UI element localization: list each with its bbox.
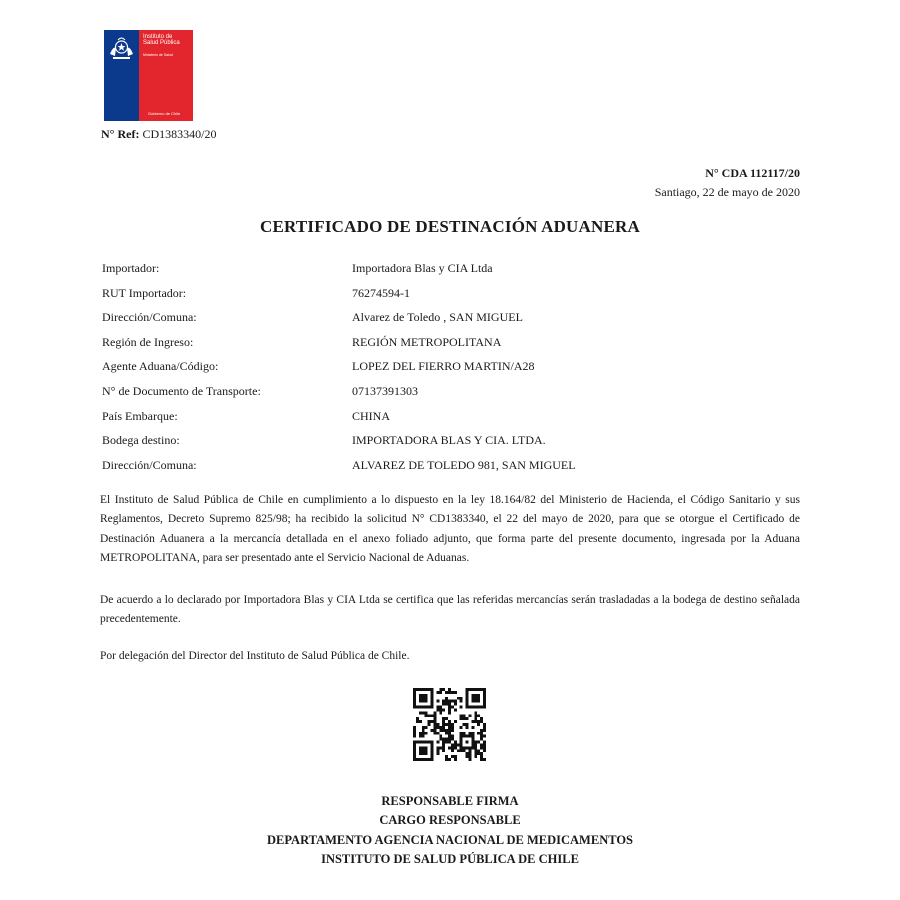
logo-line-2: Salud Pública bbox=[143, 40, 180, 47]
field-value: Importadora Blas y CIA Ltda bbox=[352, 261, 493, 275]
field-label: RUT Importador: bbox=[102, 285, 187, 300]
chile-coat-of-arms-icon bbox=[107, 34, 136, 62]
declaration-paragraph: De acuerdo a lo declarado por Importadora Blas y CIA Ltda se certifica que las referidas mercancías serán trasladadas a la bodega de destino señalada precedentemente. bbox=[100, 594, 800, 626]
field-label: Importador: bbox=[102, 261, 160, 275]
field-label: Región de Ingreso: bbox=[102, 334, 194, 349]
ref-value: CD1383340/20 bbox=[142, 127, 217, 141]
logo-line-1: Instituto de bbox=[143, 34, 173, 40]
reference-number bbox=[101, 127, 216, 142]
field-label: Agente Aduana/Código: bbox=[102, 359, 219, 374]
logo-text bbox=[143, 34, 180, 47]
ref-label: N° Ref: bbox=[101, 127, 140, 141]
field-label: País Embarque: bbox=[102, 408, 178, 423]
delegation-paragraph: Por delegación del Director del Instituto de Salud Pública de Chile. bbox=[100, 650, 410, 662]
field-value: 07137391303 bbox=[352, 383, 418, 398]
field-label: N° de Documento de Transporte: bbox=[102, 383, 261, 398]
date-line: Santiago, 22 de mayo de 2020 bbox=[654, 185, 800, 199]
signature-block bbox=[0, 792, 900, 869]
logo-line-3: Ministerio de Salud bbox=[143, 53, 173, 57]
cda-number: N° CDA 112117/20 bbox=[705, 166, 800, 180]
signature-department: DEPARTAMENTO AGENCIA NACIONAL DE MEDICAMENTOS bbox=[266, 832, 634, 847]
field-value: LOPEZ DEL FIERRO MARTIN/A28 bbox=[352, 359, 535, 374]
field-value: 76274594-1 bbox=[352, 285, 410, 300]
isp-chile-logo-icon bbox=[104, 30, 193, 121]
logo-footer: Gobierno de Chile bbox=[148, 111, 181, 116]
document-title: CERTIFICADO DE DESTINACIÓN ADUANERA bbox=[260, 217, 640, 236]
signature-position: CARGO RESPONSABLE bbox=[379, 813, 521, 828]
field-label: Dirección/Comuna: bbox=[102, 310, 197, 325]
field-value: IMPORTADORA BLAS Y CIA. LTDA. bbox=[352, 433, 546, 448]
field-label: Dirección/Comuna: bbox=[102, 457, 197, 472]
certification-paragraph: El Instituto de Salud Pública de Chile en cumplimiento a lo dispuesto en la ley 18.164/82 del Ministerio de Hacienda, el Código Sanitario y sus Reglamentos, Decreto Supremo 825/98; ha recibido la solicitud N° CD1383340, el 22 del mayo de 2020, para que se otorgue el Certificado de Destinación Aduanera a la mercancía detallada en el anexo foliado adjunto, que forma parte del presente documento, ingresada por la Aduana METROPOLITANA, para ser presentado ante el Servicio Nacional de Aduanas. bbox=[100, 494, 800, 564]
field-value: CHINA bbox=[352, 408, 390, 423]
field-value: REGIÓN METROPOLITANA bbox=[352, 334, 502, 349]
field-value: ALVAREZ DE TOLEDO 981, SAN MIGUEL bbox=[352, 457, 576, 472]
field-value: Alvarez de Toledo , SAN MIGUEL bbox=[352, 310, 523, 325]
signature-institute: INSTITUTO DE SALUD PÚBLICA DE CHILE bbox=[321, 851, 579, 866]
qr-code-icon bbox=[413, 688, 486, 761]
signature-responsible: RESPONSABLE FIRMA bbox=[381, 794, 519, 808]
field-label: Bodega destino: bbox=[102, 433, 180, 448]
